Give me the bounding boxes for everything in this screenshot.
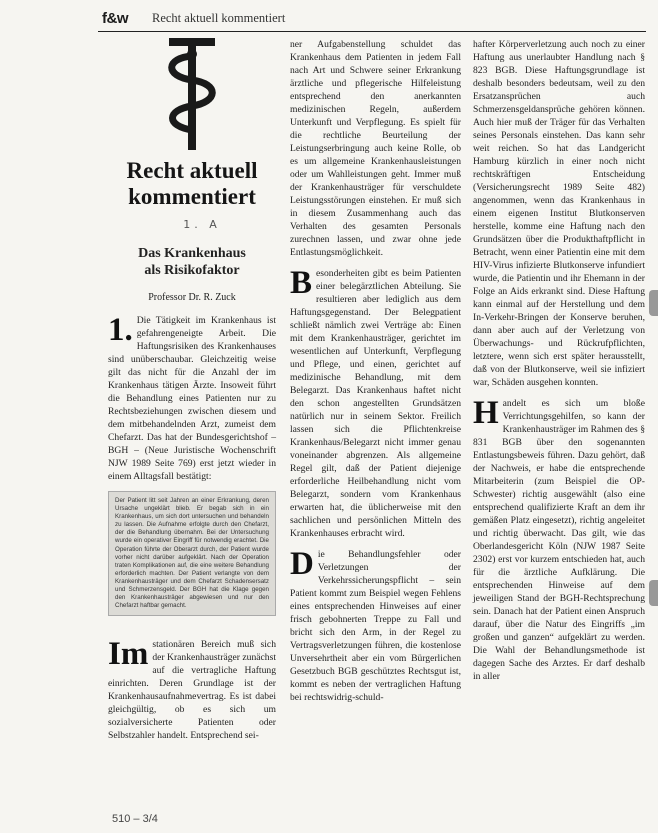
page-number: 510 – 3/4 [112, 813, 158, 825]
paragraph: B esonderheiten gibt es beim Patienten einer belegärztlichen Abteilung. Sie resultieren aber lediglich aus dem Haftungsgegenstand. Der Belegpatient schließt nämlich zwei Verträge ab: Einen mit dem Krankenhausträger, gerichtet im wesentlichen auf Unterkunft, Verpflegung und Pflege, und einen, gerichtet auf medizinische Behandlung, mit dem Belegarzt. Das Krankenhaus haftet nicht den schon angestellten Grundsätzen natürlich nur in seinem Sektor. Freilich lassen sich die Pflichtenkreise Krankenhaus/Belegarzt nicht immer genau voneinander abgrenzen. Als allgemeine Regel gilt, daß der Patient diejenige erforderliche Heilbehandlung nicht vom Belegarzt, sondern vom Krankenhaus erwarten hat, die üblicherweise mit den sachlichen und persönlichen Mitteln des Krankenhauses erbracht wird. [290, 265, 461, 539]
article-author: Professor Dr. R. Zuck [148, 292, 236, 303]
column-3 [473, 38, 645, 691]
binder-tab-mark [649, 580, 658, 606]
paragraph: Im stationären Bereich muß sich der Krankenhausträger zunächst auf die vertragliche Haftung einrichten. Deren Grundlage ist der Krankenhausaufnahmevertrag. Es ist dabei gleichgültig, ob es sich um sozialversicherte Patienten oder Selbstzahler handelt. Entsprechend sei- [108, 636, 276, 742]
handwritten-mark: 1. A [183, 218, 221, 231]
drop-cap: 1. [108, 312, 133, 348]
paragraph: D ie Behandlungsfehler oder Verletzungen der Verkehrssicherungspflicht – sein Patient kommt zum Beispiel wegen Fehlens eines entsprechenden Hinweises auf einer frisch gebohnerten Treppe zu Fall und bricht sich den Arm, in der Regel zu Vertragsverletzungen führen, die kostenlose Unversehrtheit aber ein vom Bürgerlichen Gesetzbuch BGB geschütztes Rechtsgut ist, kommt es neben der vertraglichen Haftung bei rechtswidrig-schuld- [290, 546, 461, 703]
running-title: Recht aktuell kommentiert [152, 11, 286, 25]
article-title: Das Krankenhaus als Risikofaktor [138, 246, 246, 278]
staff-serpent-emblem-icon [108, 36, 276, 154]
paragraph: H andelt es sich um bloße Verrichtungsgehilfen, so kann der Krankenhausträger im Rahmen des § 831 BGB über den sogenannten Entlastungsbeweis führen. Dazu gehört, daß der Nachweis, er habe die entsprechende Mitarbeiterin (zum Beispiel die OP-Schwester) richtig ausgewählt (also eine entsprechend qualifizierte Kraft an dem ihr gemäßen Platz eingesetzt), richtig angeleitet und richtig überwacht. Das gilt, wie das Oberlandesgericht Köln (NJW 1987 Seite 2302) erst vor kurzem entschieden hat, auch für die ärztliche Aufklärung. Die entsprechenden Hinweise auf dem jeweiligen Stand der BGH-Rechtsprechung sein. Danach hat der Patient einen Anspruch darauf, über die Natur des Eingriffs „im großen und ganzen“ aufgeklärt zu werden. Die Wahl der Behandlungsmethode ist dagegen Sache des Arztes. Er darf deshalb in aller [473, 395, 645, 682]
drop-cap: H [473, 395, 499, 431]
paragraph: ner Aufgabenstellung schuldet das Krankenhaus dem Patienten in jedem Fall nach Art und Schwere seiner Erkrankung ärztliche und pflegerische Hilfeleistung entsprechend den anerkannten medizinischen Regeln, außerdem Unterkunft und Verpflegung. Es spielt für die rechtliche Beurteilung der Leistungserbringung auch keine Rolle, ob es um allgemeine Krankenhausleistungen oder um Wahlleistungen geht. Immer muß der Krankenhausträger für verschuldete Leistungsstörungen einstehen. Er muß sich in diesem Zusammenhang auch das Verhalten des gesamten Personals zurechnen lassen, und zwar ohne jede Entlastungsmöglichkeit. [290, 39, 461, 258]
drop-cap: Im [108, 636, 149, 673]
paragraph: 1. Die Tätigkeit im Krankenhaus ist gefahrengeneigte Arbeit. Die Haftungsrisiken des Krankenhauses sind unüberschaubar. Gleichzeitig weise gilt das nicht für die Anzahl der im Krankenhaus tätigen Ärzte. Insoweit führt die Behandlung eines Patienten nur zu Rechtsbeziehungen zwischen diesem und dem mitbehandelnden Arzt, zumeist dem Chefarzt. Das hat der Bundesgerichtshof – BGH – (Neue Juristische Wochenschrift NJW 1989 Seite 769) erst jetzt wieder in einem Alltagsfall bestätigt: [108, 312, 276, 482]
section-headline: Recht aktuell kommentiert [126, 158, 258, 209]
paragraph: hafter Körperverletzung auch noch zu einer Haftung aus unerlaubter Handlung nach § 823 BGB. Diese Haftungsgrundlage ist deshalb besonders bedeutsam, weil zu den Ersatzansprüchen auch Schmerzensgeldansprüche gehören können. Auch hier muß der Träger für das Verhalten seines Personals einstehen. Das kann sehr weit reichen. So hat das Landgericht Hamburg kürzlich in einer noch nicht rechtskräftigen Entscheidung (Versicherungsrecht 1989 Seite 482) angenommen, wenn das Krankenhaus in einem eigenen Institut Blutkonserven herstelle, komme eine Haftung nach den Grundsätzen über die Produkthaftpflicht in Betracht, wenn einer Patientin eine mit dem HIV-Virus infizierte Blutkonserve infundiert wurde, die Patientin und ihr Ehemann in der Folge an Aids erkrankt sind. Diese Haftung kann einmal auf der Herstellung und dem In-Verkehr-Bringen der Konserve beruhen, dann aber auch auf der Verletzung von Überwachungs- und Rückrufpflichten, letztere, wenn sich erst später herausstellt, daß von der Blutkonserve, weil sie infiziert war, Schäden ausgehen konnten. [473, 39, 645, 388]
page-header [98, 6, 646, 32]
column-2 [290, 38, 461, 712]
binder-tab-mark [649, 290, 658, 316]
column-1 [108, 36, 276, 750]
drop-cap: B [290, 265, 313, 301]
publication-logo: f&w [102, 10, 128, 27]
case-summary-box: Der Patient litt seit Jahren an einer Erkrankung, deren Ursache ungeklärt blieb. Er begab sich in ein Krankenhaus, um sich dort untersuchen und behandeln zu lassen. Die Aufnahme erfolgte durch den Chefarzt, der die Behandlung übernahm. Bei der Untersuchung wurde ein operativer Eingriff für notwendig erachtet. Die Operation führte der Oberarzt durch, der Patient wurde vorher nicht darüber aufgeklärt. Nach der Operation traten Komplikationen auf, die eine weitere Behandlung erforderlich machten. Der Patient verlangte von dem Krankenhausträger und dem Chefarzt Schadensersatz und Schmerzensgeld. Der BGH hat die Klage gegen den Krankenhausträger abgewiesen und nur den Chefarzt haftbar gemacht. [108, 491, 276, 616]
drop-cap: D [290, 546, 314, 582]
